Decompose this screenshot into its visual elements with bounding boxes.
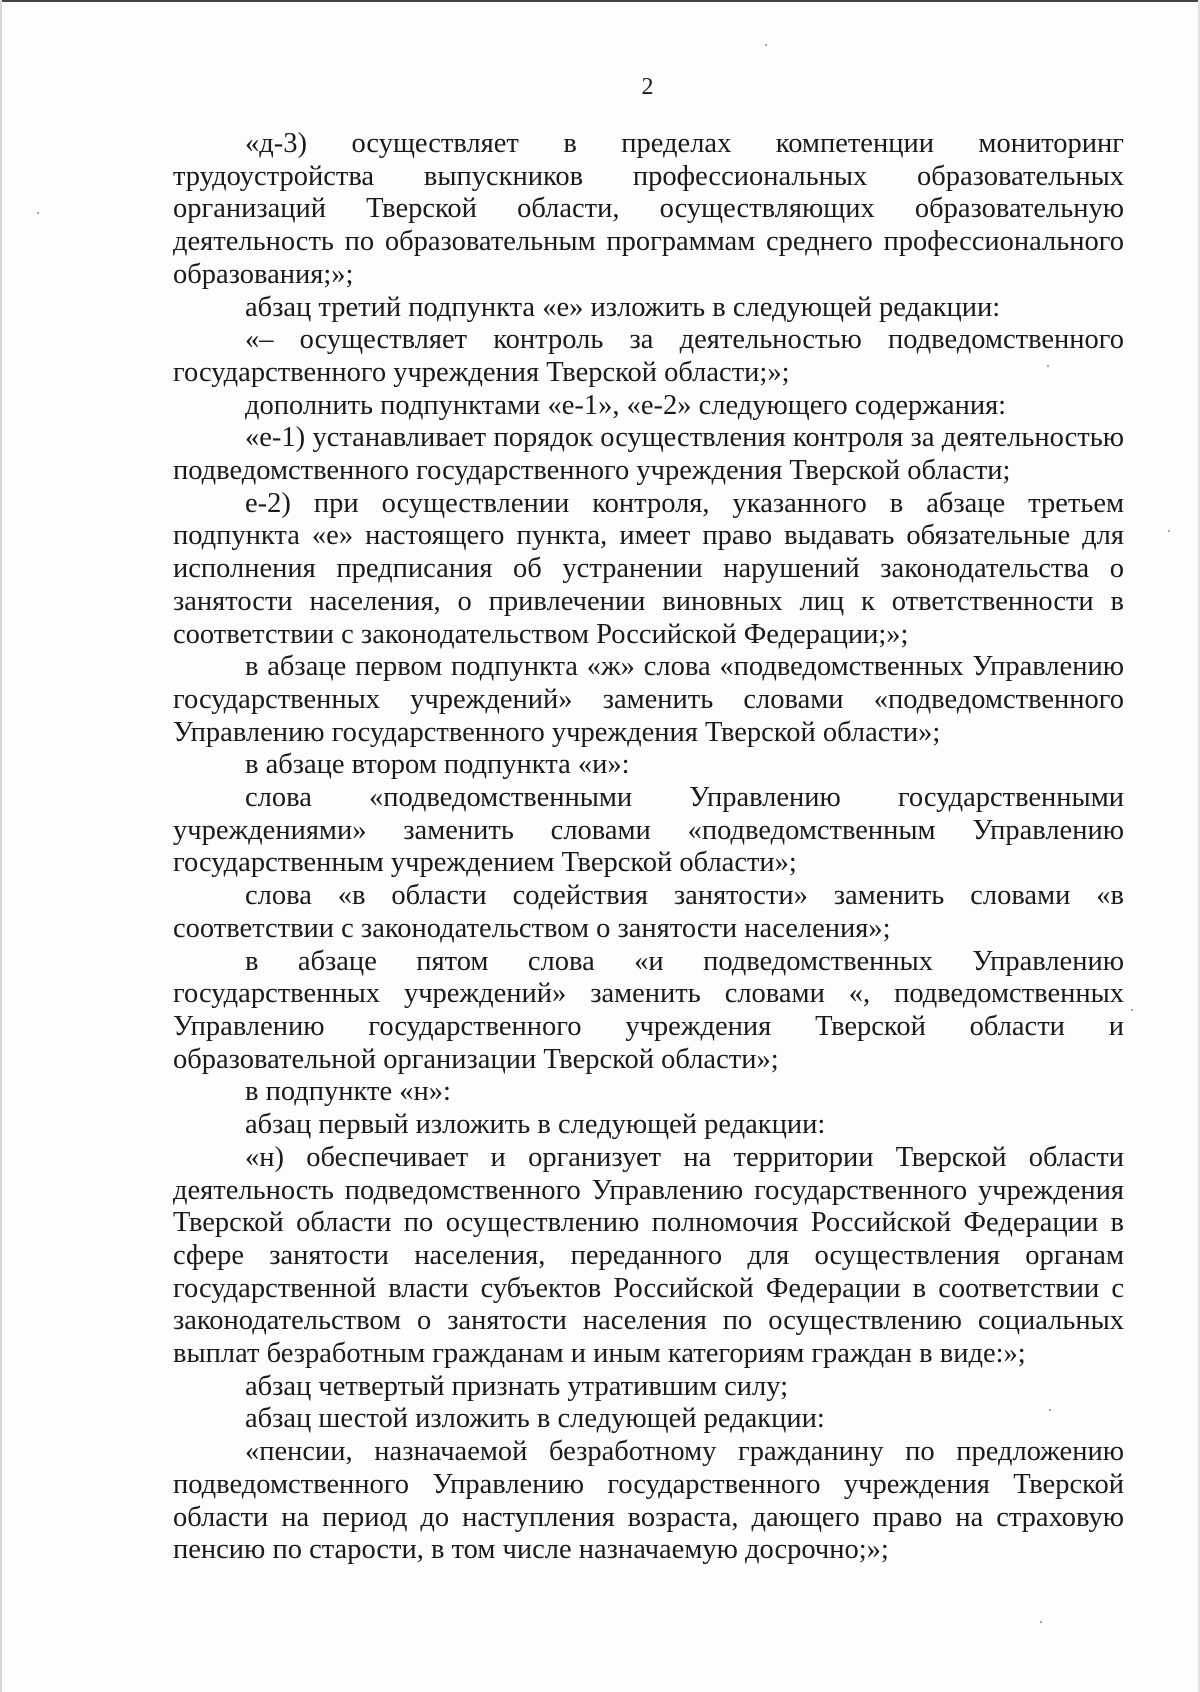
paragraph: в подпункте «н»: — [245, 1076, 451, 1108]
paragraph: е-2) при осуществлении контроля, указанного в абзаце третьем подпункта «е» настоящего пункта, имеет право выдавать обязательные для исполнения предписания об устранении нарушений законодательства о занятости населения, о привлечении виновных лиц к ответственности в соответствии с законодательством Российской Федерации;»; — [173, 487, 1124, 650]
page-number: 2 — [641, 74, 654, 100]
paragraph: абзац четвертый признать утратившим силу; — [245, 1370, 789, 1402]
scan-edge-left — [0, 0, 2, 1692]
paragraph: «д-3) осуществляет в пределах компетенции мониторинг трудоустройства выпускников профессиональных образовательных организаций Тверской области, осуществляющих образовательную деятельность по образовательным программам среднего профессионального образования;»; — [173, 128, 1124, 290]
scan-speck — [1049, 1409, 1051, 1411]
paragraph: «е-1) устанавливает порядок осуществления контроля за деятельностью подведомственного государственного учреждения Тверской области; — [173, 422, 1124, 487]
paragraph: абзац первый изложить в следующей редакции: — [245, 1109, 826, 1141]
scan-speck — [765, 44, 767, 46]
paragraph: абзац шестой изложить в следующей редакции: — [245, 1403, 825, 1435]
paragraph: в абзаце первом подпункта «ж» слова «подведомственных Управлению государственных учреждений» заменить словами «подведомственного Управлению государственного учреждения Тверской области»; — [173, 651, 1124, 748]
scan-speck — [1131, 1009, 1133, 1011]
scan-speck — [37, 212, 39, 214]
paragraph: дополнить подпунктами «е-1», «е-2» следующего содержания: — [245, 389, 1007, 421]
scan-speck — [1040, 1621, 1042, 1623]
paragraph: слова «в области содействия занятости» заменить словами «в соответствии с законодательством о занятости населения»; — [173, 880, 1124, 944]
paragraph: слова «подведомственными Управлению государственными учреждениями» заменить словами «подведомственным Управлению государственным учреждением Тверской области»; — [173, 782, 1124, 879]
paragraph: в абзаце втором подпункта «и»: — [245, 749, 630, 781]
scan-speck — [1168, 530, 1170, 532]
paragraph: «н) обеспечивает и организует на территории Тверской области деятельность подведомственного Управлению государственного учреждения Тверской области по осуществлению полномочия Российской Федерации в сфере занятости населения, переданного для осуществления органам государственной власти субъектов Российской Федерации в соответствии с законодательством о занятости населения по осуществлению социальных выплат безработным гражданам и иным категориям граждан в виде:»; — [173, 1141, 1124, 1370]
paragraph: в абзаце пятом слова «и подведомственных Управлению государственных учреждений» заменить словами «, подведомственных Управлению государственного учреждения Тверской области и образовательной организации Тверской области»; — [173, 945, 1124, 1075]
paragraph: абзац третий подпункта «е» изложить в следующей редакции: — [245, 291, 1001, 323]
document-body — [173, 128, 1124, 1567]
scan-edge-top — [0, 0, 1200, 2]
paragraph: «пенсии, назначаемой безработному гражданину по предложению подведомственного Управлению государственного учреждения Тверской области на период до наступления возраста, дающего право на страховую пенсию по старости, в том числе назначаемую досрочно;»; — [173, 1436, 1124, 1566]
scan-speck — [1047, 365, 1049, 367]
paragraph: «– осуществляет контроль за деятельностью подведомственного государственного учреждения Тверской области;»; — [173, 324, 1124, 388]
